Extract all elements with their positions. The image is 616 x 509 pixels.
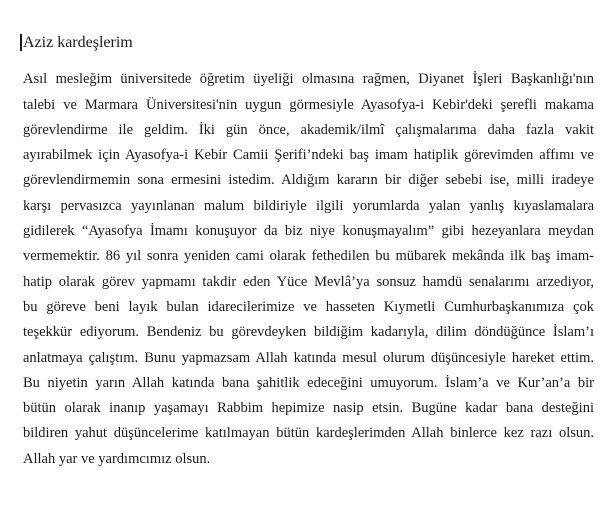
text-line[interactable]: anlatmaya çalıştım. Bunu yapmazsam Allah katında mesul olurum düşüncesiyle hareket ettim. (23, 349, 594, 366)
text-line[interactable]: bütün olarak inanıp yaşamayı Rabbim hepimize nasip etsin. Bugüne kadar bana desteğini (23, 400, 594, 417)
text-line[interactable]: Asıl mesleğim üniversitede öğretim üyeliği olmasına rağmen, Diyanet İşleri Başkanlığı'nın (23, 71, 594, 88)
text-line[interactable]: teşekkür ediyorum. Bendeniz bu görevdeyken bildiğim kadarıyla, dilim döndüğünce İslam’ı (23, 324, 594, 341)
text-line[interactable]: ayırabilmek için Ayasofya-i Kebir Camii Şerifi’ndeki baş imam hatiplik görevimden affımı ve (23, 147, 594, 164)
text-line[interactable]: bu göreve beni layık bulan idarecilerimize ve hasseten Kıymetli Cumhurbaşkanımıza çok (23, 298, 594, 315)
text-line[interactable]: hatip olarak görev yapmamı takdir eden Yüce Mevlâ’ya sonsuz hamdü senalarımı arzediyor, (23, 273, 594, 290)
text-line[interactable]: gidilerek “Ayasofya İmamı konuşuyor da biz niye konuşmayalım” gibi hezeyanlara meydan (23, 223, 594, 240)
text-line[interactable]: Bu niyetin yarın Allah katında bana şahitlik edeceğini umuyorum. İslam’a ve Kur’an’a bir (23, 374, 594, 391)
text-line[interactable]: bildiren yahut düşüncelerime katılmayan bütün kardeşlerimden Allah binlerce kez razı olsun. (23, 425, 594, 442)
text-line[interactable]: görevlendirme ile geldim. İki gün önce, akademik/ilmî çalışmalarıma daha fazla vakit (23, 121, 594, 138)
text-line[interactable]: karşı pervasızca yayınlanan malum bildiriyle ilgili yorumlarda yalan yanlış kıyaslamalara (23, 197, 594, 214)
text-line[interactable]: talebi ve Marmara Üniversitesi'nin uygun görmesiyle Ayasofya-i Kebir'deki şerefli makama (23, 96, 594, 113)
text-line[interactable]: vermemektir. 86 yıl sonra yeniden cami olarak fethedilen bu mübarek mekânda ilk baş imam- (23, 248, 594, 265)
text-cursor (20, 34, 22, 51)
body-paragraph (23, 67, 594, 472)
salutation-line[interactable]: Aziz kardeşlerim (23, 34, 133, 51)
text-line[interactable]: Allah yar ve yardımcımız olsun. (23, 450, 211, 467)
text-line[interactable]: görevlendirmemin sona ermesini istedim. Aldığım kararın bir diğer sebebi ise, milli iradeye (23, 172, 594, 189)
